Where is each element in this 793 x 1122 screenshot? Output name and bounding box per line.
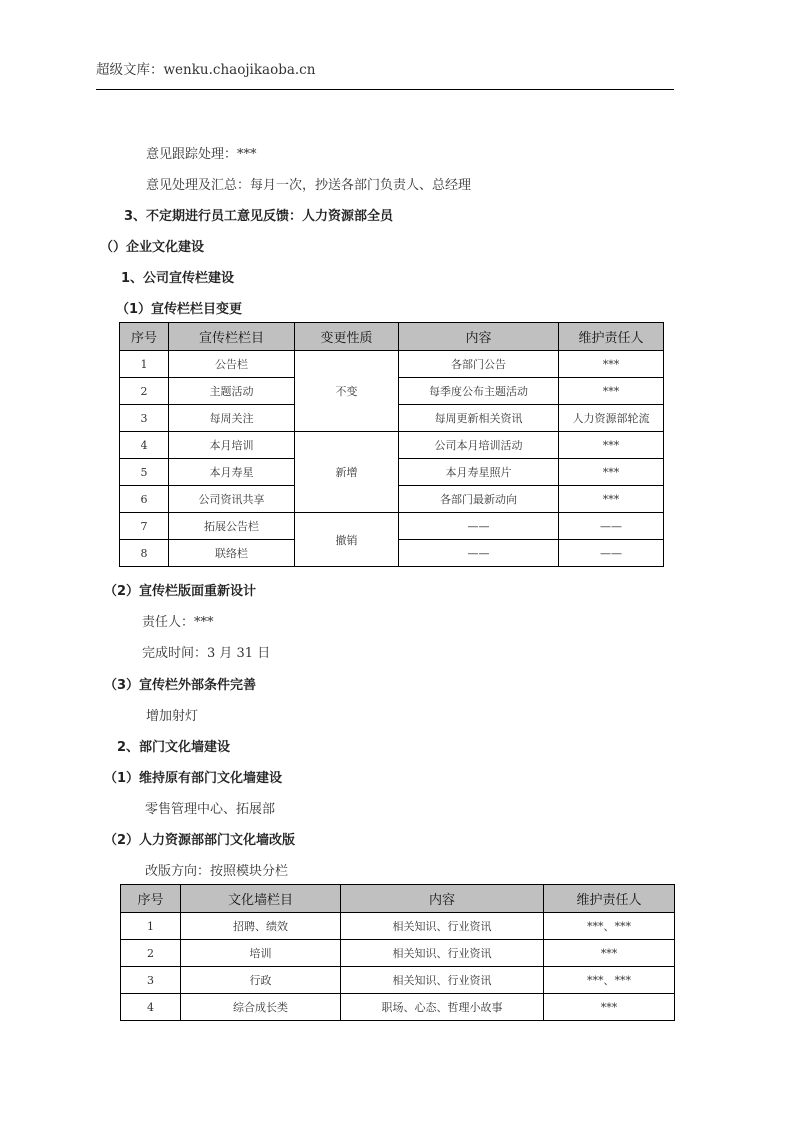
cell-item: 招聘、绩效 — [181, 913, 341, 940]
cell-item: 拓展公告栏 — [169, 513, 295, 540]
cell-change-group: 不变 — [295, 351, 399, 432]
page-header-site: 超级文库：wenku.chaojikaoba.cn — [96, 62, 316, 78]
cell-owner: *** — [559, 378, 664, 405]
cell-item: 主题活动 — [169, 378, 295, 405]
cell-content: 每周更新相关资讯 — [399, 405, 559, 432]
cell-owner: —— — [559, 540, 664, 567]
cell-item: 公告栏 — [169, 351, 295, 378]
cell-no: 6 — [120, 486, 169, 513]
table-row — [120, 351, 664, 378]
cell-owner: *** — [559, 459, 664, 486]
cell-change-group: 撤销 — [295, 513, 399, 567]
opinion-summary-line: 意见处理及汇总：每月一次，抄送各部门负责人、总经理 — [146, 178, 472, 193]
cell-item: 本月寿星 — [169, 459, 295, 486]
col-header-content: 内容 — [341, 885, 544, 913]
cell-no: 5 — [120, 459, 169, 486]
add-spotlight-line: 增加射灯 — [146, 709, 199, 724]
col-header-change: 变更性质 — [295, 323, 399, 351]
cell-no: 7 — [120, 513, 169, 540]
cell-owner: *** — [544, 940, 675, 967]
col-header-owner: 维护责任人 — [559, 323, 664, 351]
subheading-bulletin-columns: （1）宣传栏栏目变更 — [116, 302, 243, 317]
departments-line: 零售管理中心、拓展部 — [145, 802, 276, 817]
cell-owner: *** — [559, 351, 664, 378]
col-header-item: 文化墙栏目 — [181, 885, 341, 913]
cell-owner: 人力资源部轮流 — [559, 405, 664, 432]
cell-content: 相关知识、行业资讯 — [341, 967, 544, 994]
cell-owner: *** — [559, 432, 664, 459]
cell-no: 2 — [120, 378, 169, 405]
section-heading-3: 3、不定期进行员工意见反馈：人力资源部全员 — [124, 209, 394, 224]
cell-content: 公司本月培训活动 — [399, 432, 559, 459]
cell-item: 行政 — [181, 967, 341, 994]
col-header-item: 宣传栏栏目 — [169, 323, 295, 351]
cell-item: 本月培训 — [169, 432, 295, 459]
cell-content: —— — [399, 540, 559, 567]
subheading-maintain-wall: （1）维持原有部门文化墙建设 — [104, 771, 283, 786]
cell-owner: —— — [559, 513, 664, 540]
cell-content: 本月寿星照片 — [399, 459, 559, 486]
cell-content: 各部门公告 — [399, 351, 559, 378]
cell-content: 职场、心态、哲理小故事 — [341, 994, 544, 1021]
cell-content: 每季度公布主题活动 — [399, 378, 559, 405]
cell-no: 3 — [120, 405, 169, 432]
col-header-no: 序号 — [121, 885, 181, 913]
cell-item: 培训 — [181, 940, 341, 967]
table-row — [121, 940, 675, 967]
table-row — [121, 994, 675, 1021]
cell-item: 综合成长类 — [181, 994, 341, 1021]
bulletin-columns-table — [119, 322, 664, 567]
section-heading-culture: （）企业文化建设 — [100, 240, 205, 255]
cell-no: 1 — [121, 913, 181, 940]
completion-time-line: 完成时间：3 月 31 日 — [142, 646, 271, 661]
table-header-row — [120, 323, 664, 351]
col-header-no: 序号 — [120, 323, 169, 351]
cell-owner: ***、*** — [544, 967, 675, 994]
subheading-external: （3）宣传栏外部条件完善 — [104, 678, 257, 693]
cell-content: 各部门最新动向 — [399, 486, 559, 513]
col-header-content: 内容 — [399, 323, 559, 351]
revision-direction-line: 改版方向：按照模块分栏 — [145, 864, 289, 879]
responsible-person-line: 责任人：*** — [142, 615, 214, 630]
cell-no: 3 — [121, 967, 181, 994]
table-header-row — [121, 885, 675, 913]
subheading-redesign: （2）宣传栏版面重新设计 — [104, 584, 257, 599]
cell-content: 相关知识、行业资讯 — [341, 940, 544, 967]
section-heading-bulletin: 1、公司宣传栏建设 — [121, 271, 235, 286]
cell-owner: ***、*** — [544, 913, 675, 940]
cell-owner: *** — [559, 486, 664, 513]
cell-owner: *** — [544, 994, 675, 1021]
cell-item: 公司资讯共享 — [169, 486, 295, 513]
table-row — [121, 913, 675, 940]
opinion-tracking-line: 意见跟踪处理：*** — [146, 147, 257, 162]
cell-content: —— — [399, 513, 559, 540]
cell-no: 2 — [121, 940, 181, 967]
cell-no: 4 — [121, 994, 181, 1021]
section-heading-culture-wall: 2、部门文化墙建设 — [117, 740, 231, 755]
table-row — [120, 432, 664, 459]
cell-content: 相关知识、行业资讯 — [341, 913, 544, 940]
cell-no: 4 — [120, 432, 169, 459]
culture-wall-table — [120, 884, 675, 1021]
cell-change-group: 新增 — [295, 432, 399, 513]
col-header-owner: 维护责任人 — [544, 885, 675, 913]
cell-no: 1 — [120, 351, 169, 378]
cell-item: 每周关注 — [169, 405, 295, 432]
cell-no: 8 — [120, 540, 169, 567]
table-row — [120, 513, 664, 540]
subheading-hr-wall: （2）人力资源部部门文化墙改版 — [104, 833, 296, 848]
header-divider — [96, 89, 674, 90]
cell-item: 联络栏 — [169, 540, 295, 567]
table-row — [121, 967, 675, 994]
